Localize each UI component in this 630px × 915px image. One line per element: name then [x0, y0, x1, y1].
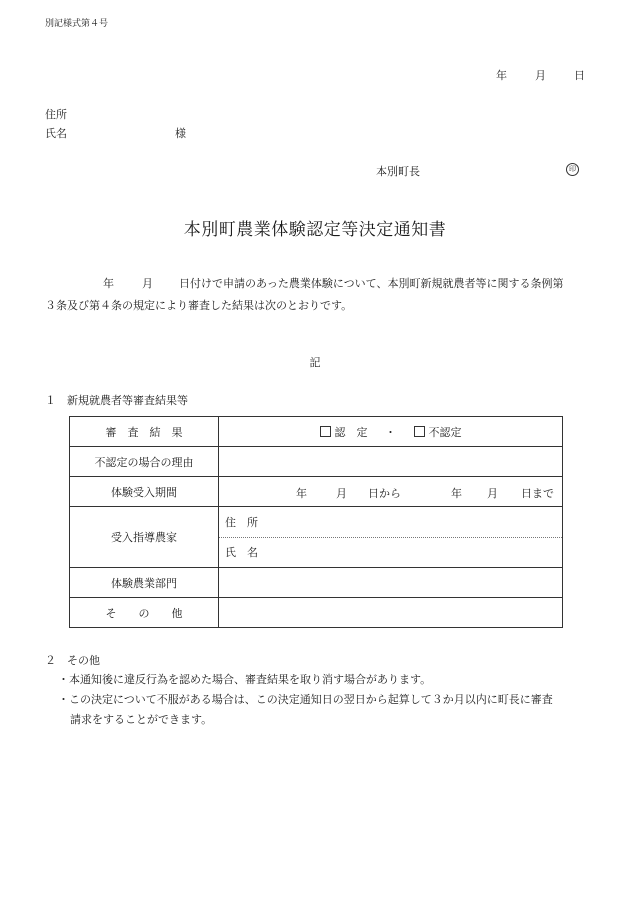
period-year1: 年 [296, 487, 307, 500]
body-line2: ３条及び第４条の規定により審査した結果は次のとおりです。 [45, 299, 353, 312]
period-to: 日まで [521, 487, 554, 500]
farmer-label: 受入指導農家 [70, 507, 219, 568]
seal-mark: 印 [566, 163, 579, 176]
recipient-address-label: 住所 [45, 108, 67, 121]
section2-heading: ２ その他 [45, 654, 100, 667]
approve-checkbox[interactable] [320, 426, 331, 437]
table-row [70, 568, 563, 598]
reject-label: 不認定 [428, 425, 462, 439]
period-field[interactable] [219, 477, 563, 507]
date-day: 日 [574, 69, 585, 82]
farmer-address-label: 住 所 [225, 515, 258, 529]
other-field[interactable] [219, 598, 563, 628]
body-line1: 日付けで申請のあった農業体験について、本別町新規就農者等に関する条例第 [179, 277, 564, 290]
recipient-honorific: 様 [175, 127, 186, 140]
approve-label: 認 定 [334, 425, 368, 439]
body-month: 月 [142, 277, 153, 290]
farmer-address-field[interactable] [219, 507, 563, 538]
result-table [69, 416, 563, 628]
document-title: 本別町農業体験認定等決定通知書 [183, 220, 447, 240]
farmer-name-label: 氏 名 [225, 546, 258, 560]
reason-field[interactable] [219, 447, 563, 477]
form-number: 別記様式第４号 [45, 19, 109, 29]
table-row [70, 598, 563, 628]
note-bullet-1: ・本通知後に違反行為を認めた場合、審査結果を取り消す場合があります。 [58, 673, 432, 686]
ki-heading: 記 [309, 356, 321, 369]
dept-field[interactable] [219, 568, 563, 598]
note-bullet-2: ・この決定について不服がある場合は、この決定通知日の翌日から起算して３か月以内に町長に審査 [58, 693, 553, 706]
result-label: 審 査 結 果 [70, 417, 219, 447]
recipient-name-label: 氏名 [45, 127, 67, 140]
mayor-label: 本別町長 [376, 165, 420, 178]
period-year2: 年 [451, 487, 462, 500]
table-row [70, 507, 563, 538]
issue-date [496, 67, 585, 83]
table-row [70, 447, 563, 477]
body-year: 年 [103, 277, 114, 290]
period-month1: 月 [336, 487, 347, 500]
note-bullet-2-cont: 請求をすることができます。 [70, 713, 213, 726]
date-month: 月 [535, 69, 546, 82]
table-row [70, 477, 563, 507]
period-month2: 月 [487, 487, 498, 500]
body-text [45, 273, 590, 317]
other-label: そ の 他 [70, 598, 219, 628]
reject-checkbox[interactable] [414, 426, 425, 437]
result-options [219, 417, 563, 447]
separator-dot: ・ [385, 425, 396, 439]
farmer-name-field[interactable] [219, 537, 563, 568]
reason-label: 不認定の場合の理由 [70, 447, 219, 477]
date-year: 年 [496, 69, 507, 82]
section1-heading: １ 新規就農者等審査結果等 [45, 394, 188, 407]
table-row [70, 417, 563, 447]
period-from: 日から [368, 487, 401, 500]
period-label: 体験受入期間 [70, 477, 219, 507]
dept-label: 体験農業部門 [70, 568, 219, 598]
